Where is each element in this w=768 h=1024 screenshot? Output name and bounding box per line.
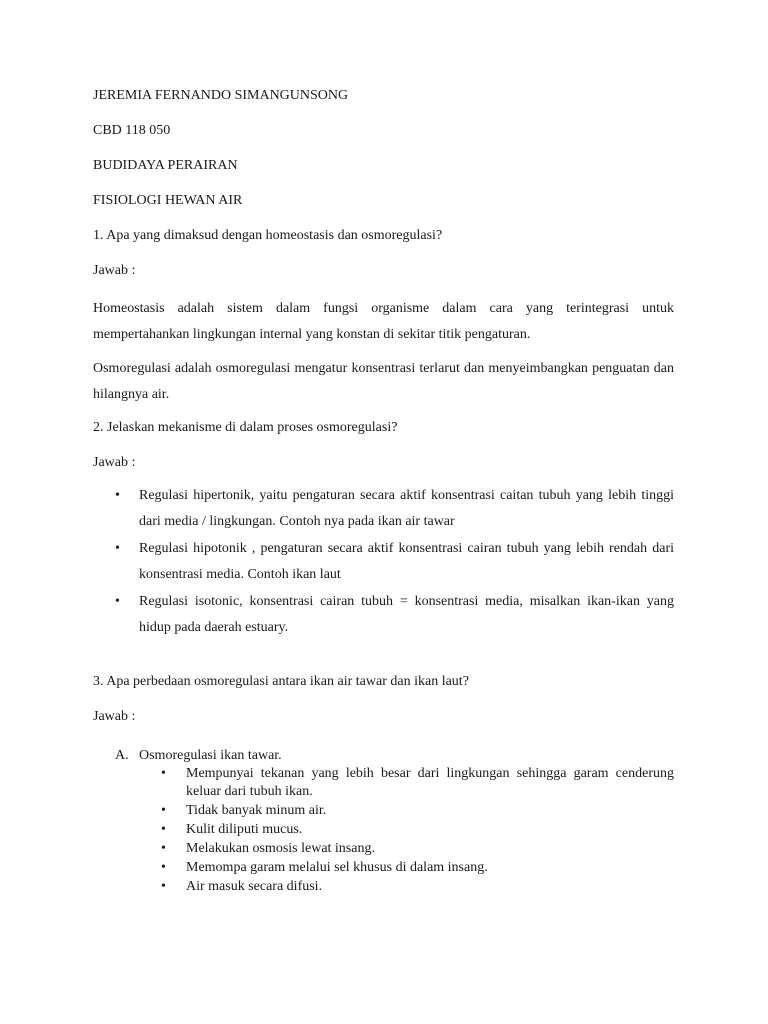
list-item <box>93 483 674 535</box>
list-item <box>139 802 674 820</box>
list-item-text: Memompa garam melalui sel khusus di dalam insang. <box>186 860 488 875</box>
list-item <box>93 589 674 641</box>
answer-1-paragraph-homeostasis: Homeostasis adalah sistem dalam fungsi organisme dalam cara yang terintegrasi untuk mempertahankan lingkungan internal yang konstan di sekitar titik pengaturan. <box>93 301 674 342</box>
list-item-text: Melakukan osmosis lewat insang. <box>186 841 375 856</box>
bullet-icon: • <box>161 766 166 781</box>
answer-label-3: Jawab : <box>93 709 136 724</box>
list-item <box>139 765 674 801</box>
question-2: 2. Jelaskan mekanisme di dalam proses osmoregulasi? <box>93 420 398 435</box>
document-body <box>93 86 674 897</box>
student-id: CBD 118 050 <box>93 123 171 138</box>
answer-1-paragraph-osmoregulasi: Osmoregulasi adalah osmoregulasi mengatur konsentrasi terlarut dan menyeimbangkan penguatan dan hilangnya air. <box>93 361 674 402</box>
list-item-text: Regulasi isotonic, konsentrasi cairan tubuh = konsentrasi media, misalkan ikan-ikan yang hidup pada daerah estuary. <box>139 594 674 635</box>
list-item <box>139 840 674 858</box>
list-item <box>139 821 674 839</box>
answer-3-sections <box>93 746 674 896</box>
question-1: 1. Apa yang dimaksud dengan homeostasis dan osmoregulasi? <box>93 228 443 243</box>
answer-label-1: Jawab : <box>93 263 136 278</box>
section-title: Osmoregulasi ikan tawar. <box>139 748 282 763</box>
section-items <box>139 765 674 896</box>
study-program: BUDIDAYA PERAIRAN <box>93 158 238 173</box>
list-item <box>93 746 674 896</box>
answer-2-list <box>93 483 674 641</box>
answer-label-2: Jawab : <box>93 455 136 470</box>
list-item-text: Regulasi hipertonik, yaitu pengaturan secara aktif konsentrasi caitan tubuh yang lebih tinggi dari media / lingkungan. Contoh nya pada ikan air tawar <box>139 488 674 529</box>
list-item-text: Air masuk secara difusi. <box>186 879 323 894</box>
bullet-icon: • <box>115 594 120 609</box>
list-item-text: Regulasi hipotonik , pengaturan secara aktif konsentrasi cairan tubuh yang lebih rendah dari konsentrasi media. Contoh ikan laut <box>139 541 674 582</box>
bullet-icon: • <box>161 841 166 856</box>
list-item <box>93 536 674 588</box>
bullet-icon: • <box>115 541 120 556</box>
bullet-icon: • <box>161 803 166 818</box>
section-marker: A. <box>115 748 129 763</box>
bullet-icon: • <box>161 822 166 837</box>
list-item <box>139 878 674 896</box>
bullet-icon: • <box>161 860 166 875</box>
list-item-text: Mempunyai tekanan yang lebih besar dari lingkungan sehingga garam cenderung keluar dari tubuh ikan. <box>186 766 674 799</box>
question-3: 3. Apa perbedaan osmoregulasi antara ikan air tawar dan ikan laut? <box>93 674 469 689</box>
bullet-icon: • <box>115 488 120 503</box>
list-item <box>139 859 674 877</box>
student-name: JEREMIA FERNANDO SIMANGUNSONG <box>93 88 349 103</box>
list-item-text: Tidak banyak minum air. <box>186 803 327 818</box>
list-item-text: Kulit diliputi mucus. <box>186 822 303 837</box>
course-title: FISIOLOGI HEWAN AIR <box>93 193 243 208</box>
bullet-icon: • <box>161 879 166 894</box>
